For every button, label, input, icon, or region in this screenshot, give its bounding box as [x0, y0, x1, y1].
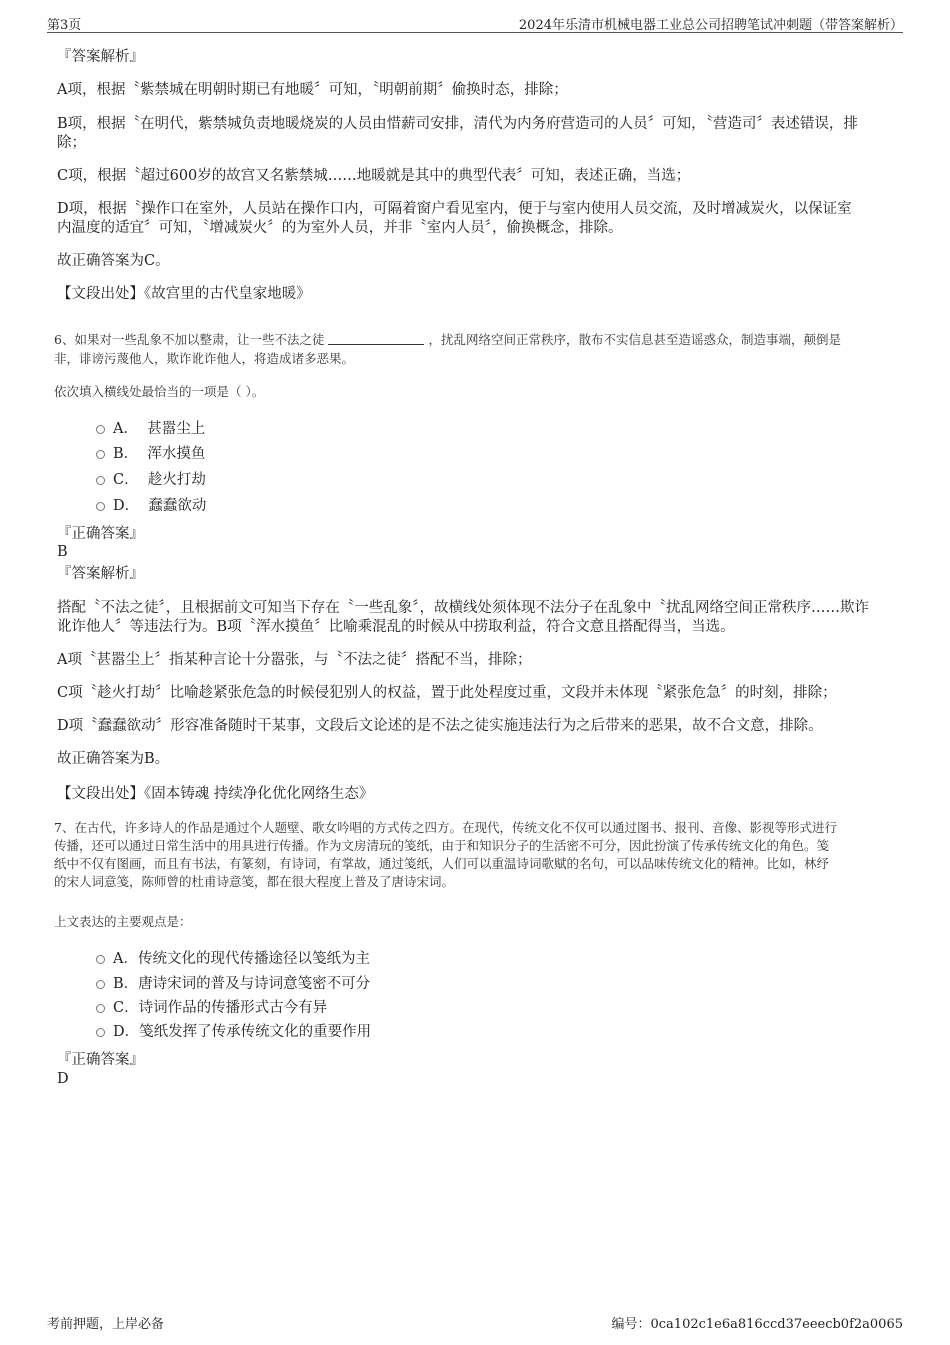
analysis-a-q5: A项，根据〝紫禁城在明朝时期已有地暖〞可知，〝明朝前期〞偷换时态，排除； [57, 82, 568, 98]
analysis-label-q6: 『答案解析』 [57, 566, 144, 582]
page-number: 第3页 [47, 18, 82, 33]
radio-icon[interactable] [96, 1028, 105, 1037]
radio-icon[interactable] [96, 980, 105, 989]
option-letter: D． [113, 498, 140, 514]
option-text: 唐诗宋词的普及与诗词意笺密不可分 [138, 976, 371, 992]
option-text: 趁火打劫 [147, 472, 206, 488]
question-6-prompt: 依次填入横线处最恰当的一项是（ ）。 [54, 384, 265, 399]
option-c-q7[interactable] [96, 999, 327, 1017]
radio-icon[interactable] [96, 955, 105, 964]
option-letter: A． [113, 951, 138, 967]
option-letter: B． [113, 976, 139, 992]
option-text: 浑水摸鱼 [147, 446, 206, 462]
analysis-q6-line1: 搭配〝不法之徒〞，且根据前文可知当下存在〝一些乱象〞，故横线处须体现不法分子在乱象中〝扰乱网络空间正常秩序……欺诈 [57, 600, 869, 616]
radio-icon[interactable] [96, 425, 105, 434]
analysis-d-q5-line2: 内温度的适宜〞可知，〝增减炭火〞的为室外人员，并非〝室内人员〞，偷换概念，排除。 [57, 220, 623, 236]
page-header [47, 12, 903, 33]
document-title: 2024年乐清市机械电器工业总公司招聘笔试冲刺题（带答案解析） [518, 18, 903, 33]
answer-q6: B [57, 544, 68, 560]
option-letter: C． [113, 1000, 139, 1016]
option-letter: B． [113, 446, 139, 462]
option-letter: A． [113, 421, 138, 437]
analysis-d-q6: D项〝蠢蠢欲动〞形容准备随时干某事，文段后文论述的是不法之徒实施违法行为之后带来的恶果，故不合文意，排除。 [57, 718, 823, 734]
option-b-q7[interactable] [96, 975, 370, 993]
analysis-label-q5: 『答案解析』 [57, 49, 144, 65]
option-text: 蠢蠢欲动 [148, 498, 207, 514]
radio-icon[interactable] [96, 476, 105, 485]
analysis-a-q6: A项〝甚嚣尘上〞指某种言论十分嚣张，与〝不法之徒〞搭配不当，排除； [57, 652, 532, 668]
option-c-q6[interactable] [96, 471, 206, 489]
option-text: 甚嚣尘上 [147, 421, 206, 437]
document-code: 编号：0ca102c1e6a816ccd37eeecb0f2a0065 [611, 1317, 903, 1332]
answer-label-q6: 『正确答案』 [57, 526, 144, 542]
question-7-prompt: 上文表达的主要观点是： [54, 914, 192, 929]
analysis-b-q5-line1: B项，根据〝在明代，紫禁城负责地暖烧炭的人员由惜薪司安排，清代为内务府营造司的人员〞可知，〝营造司〞表述错误，排 [57, 116, 858, 132]
analysis-q6-line2: 讹诈他人〞等违法行为。B项〝浑水摸鱼〞比喻乘混乱的时候从中捞取利益，符合文意且搭配得当，当选。 [57, 619, 735, 635]
radio-icon[interactable] [96, 450, 105, 459]
option-a-q6[interactable] [96, 420, 205, 438]
conclusion-q6: 故正确答案为B。 [57, 751, 170, 767]
option-d-q7[interactable] [96, 1023, 371, 1041]
question-6-stem-line1 [54, 331, 894, 349]
question-7-stem-line3: 纸中不仅有图画，而且有书法，有篆刻，有诗词，有掌故，通过笺纸，人们可以重温诗词歌赋的名句，可以品味传统文化的精神。比如，林纾 [54, 856, 830, 871]
analysis-c-q5: C项，根据〝超过600岁的故宫又名紫禁城……地暖就是其中的典型代表〞可知，表述正确，当选； [57, 168, 691, 184]
footer-slogan: 考前押题，上岸必备 [47, 1317, 165, 1332]
question-7-stem-line2: 传播，还可以通过日常生活中的用具进行传播。作为文房清玩的笺纸，由于和知识分子的生活密不可分，因此扮演了传承传统文化的角色。笺 [54, 838, 830, 853]
analysis-d-q5-line1: D项，根据〝操作口在室外，人员站在操作口内，可隔着窗户看见室内，便于与室内使用人员交流，及时增减炭火，以保证室 [57, 201, 852, 217]
option-text: 传统文化的现代传播途径以笺纸为主 [137, 951, 370, 967]
radio-icon[interactable] [96, 1004, 105, 1013]
option-letter: D． [113, 1024, 140, 1040]
source-q5: 【文段出处】《故宫里的古代皇家地暖》 [57, 286, 311, 302]
stem-text-after-blank: ，扰乱网络空间正常秩序，散布不实信息甚至造谣惑众，制造事端，颠倒是 [428, 332, 841, 347]
question-7-stem-line4: 的宋人词意笺，陈师曾的杜甫诗意笺，都在很大程度上普及了唐诗宋词。 [54, 874, 455, 889]
source-q6: 【文段出处】《固本铸魂 持续净化优化网络生态》 [57, 786, 374, 802]
question-6-stem-line2: 非，诽谤污蔑他人，欺诈讹诈他人，将造成诸多恶果。 [54, 351, 355, 366]
conclusion-q5: 故正确答案为C。 [57, 253, 170, 269]
analysis-c-q6: C项〝趁火打劫〞比喻趁紧张危急的时候侵犯别人的权益，置于此处程度过重，文段并未体现〝紧张危急〞的时刻，排除； [57, 685, 837, 701]
analysis-b-q5-line2: 除； [57, 135, 86, 151]
option-b-q6[interactable] [96, 445, 205, 463]
answer-label-q7: 『正确答案』 [57, 1052, 144, 1068]
option-a-q7[interactable] [96, 950, 370, 968]
answer-q7: D [57, 1071, 69, 1087]
option-text: 诗词作品的传播形式古今有异 [138, 1000, 328, 1016]
radio-icon[interactable] [96, 502, 105, 511]
option-text: 笺纸发挥了传承传统文化的重要作用 [139, 1024, 372, 1040]
question-7-stem-line1: 7、在古代，许多诗人的作品是通过个人题壁、歌女吟唱的方式传之四方。在现代，传统文化不仅可以通过图书、报刊、音像、影视等形式进行 [54, 820, 837, 835]
option-letter: C． [113, 472, 139, 488]
fill-blank [328, 332, 424, 345]
option-d-q6[interactable] [96, 497, 206, 515]
stem-text-before-blank: 6、如果对一些乱象不加以整肃，让一些不法之徒 [54, 332, 325, 347]
